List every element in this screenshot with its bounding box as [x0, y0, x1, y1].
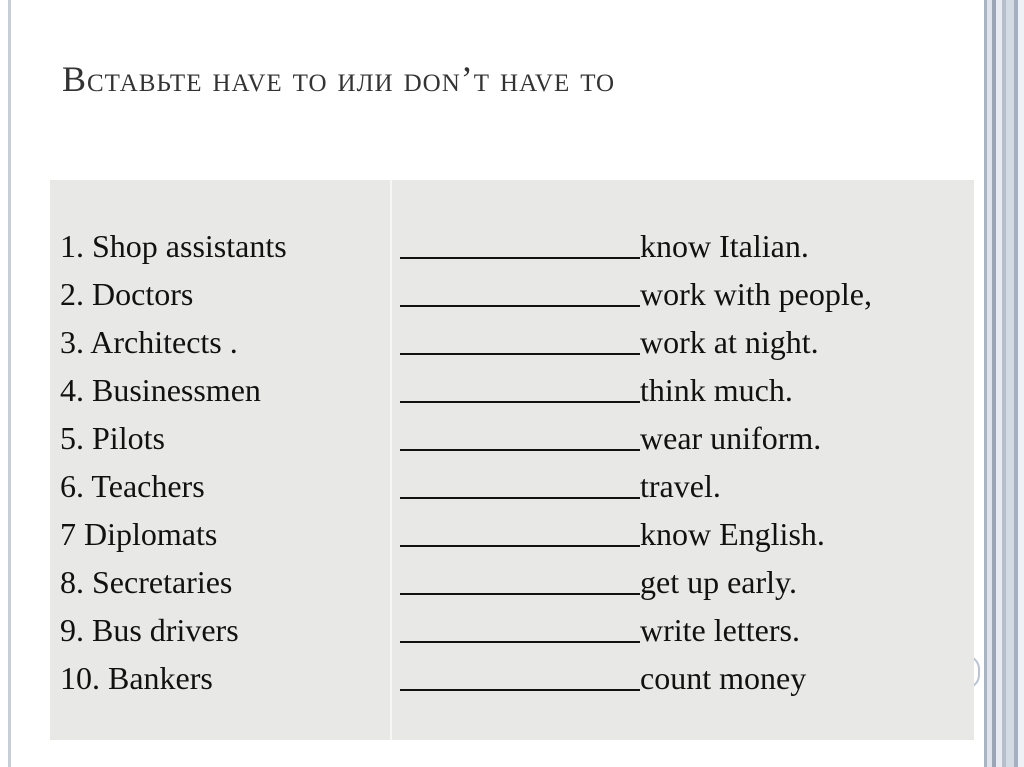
row-subject: 3. Architects . — [60, 324, 238, 360]
answer-blank — [400, 606, 640, 654]
answer-blank — [400, 654, 640, 702]
row-verb: travel. — [640, 468, 721, 504]
answer-blank — [400, 558, 640, 606]
row-subject: 5. Pilots — [60, 420, 165, 456]
row-verb: know English. — [640, 516, 825, 552]
row-verb: work with people, — [640, 276, 872, 312]
row-subject: 8. Secretaries — [60, 564, 233, 600]
row-verb: get up early. — [640, 564, 797, 600]
slide-title: Вставьте have to или don’t have to — [62, 59, 616, 99]
right-decorative-stripes — [978, 0, 1024, 767]
row-subject: 10. Bankers — [60, 660, 213, 696]
row-verb: think much. — [640, 372, 793, 408]
row-subject: 2. Doctors — [60, 276, 194, 312]
answer-blank — [400, 270, 640, 318]
row-subject: 6. Teachers — [60, 468, 205, 504]
answer-blank — [400, 222, 640, 270]
left-frame-line — [8, 0, 11, 767]
answer-blank — [400, 414, 640, 462]
answer-blank — [400, 366, 640, 414]
row-verb: wear uniform. — [640, 420, 822, 456]
row-subject: 7 Diplomats — [60, 516, 218, 552]
row-verb: write letters. — [640, 612, 800, 648]
answer-blank — [400, 510, 640, 558]
answer-blank — [400, 462, 640, 510]
row-subject: 9. Bus drivers — [60, 612, 239, 648]
row-subject: 1. Shop assistants — [60, 228, 287, 264]
answer-blank — [400, 318, 640, 366]
row-verb: count money — [640, 660, 807, 696]
row-verb: know Italian. — [640, 228, 809, 264]
column-divider — [390, 180, 392, 740]
row-subject: 4. Businessmen — [60, 372, 261, 408]
row-verb: work at night. — [640, 324, 819, 360]
